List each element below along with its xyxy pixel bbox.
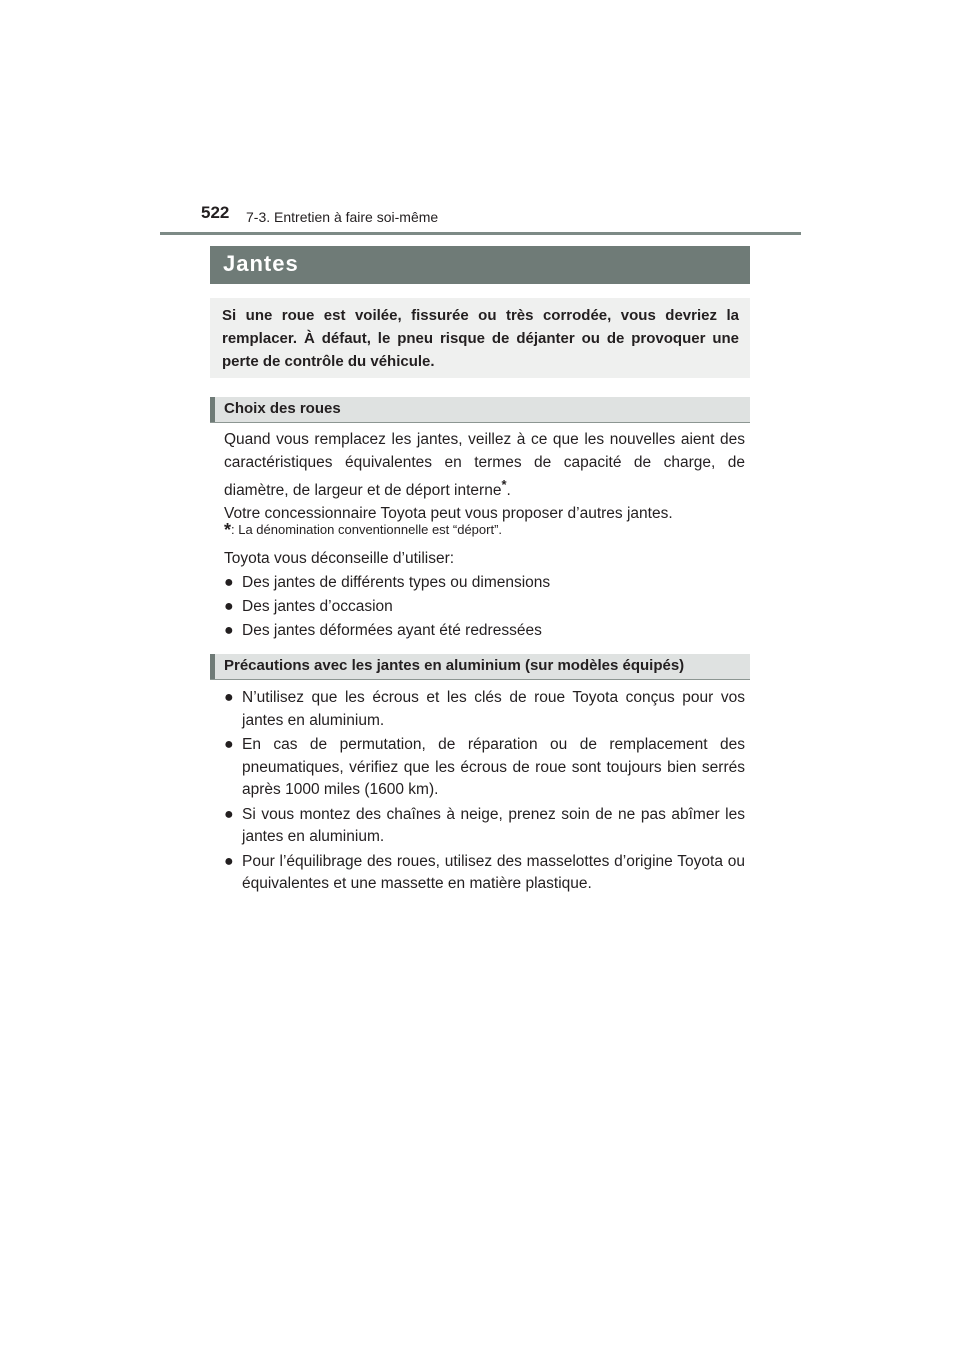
choix-bullet-list xyxy=(224,571,745,643)
list-item xyxy=(224,851,745,896)
subheading-choix-label: Choix des roues xyxy=(224,400,341,417)
footnote xyxy=(224,520,502,541)
list-item-text: Pour l’équilibrage des roues, utilisez des masselottes d’origine Toyota ou équivalentes et une massette en matière plastique. xyxy=(242,852,745,892)
header-rule xyxy=(160,232,801,235)
list-item xyxy=(224,734,745,802)
choix-paragraph-1-text: Quand vous remplacez les jantes, veillez à ce que les nouvelles aient des caractéristiques équivalentes en termes de capacité de charge, de diamètre, de largeur et de déport interne xyxy=(224,431,745,500)
precautions-bullet-list xyxy=(224,687,745,898)
bullet-icon: ● xyxy=(224,689,234,706)
choix-paragraph-2: Votre concessionnaire Toyota peut vous proposer d’autres jantes. xyxy=(224,504,673,522)
footnote-text: : La dénomination conventionnelle est “déport”. xyxy=(231,522,503,537)
list-item xyxy=(224,619,745,643)
subheading-choix xyxy=(210,397,750,423)
list-item xyxy=(224,687,745,732)
choix-body xyxy=(224,429,745,525)
title-bar xyxy=(210,246,750,284)
page-title: Jantes xyxy=(223,251,299,276)
list-item-text: Des jantes d’occasion xyxy=(242,598,393,615)
subheading-precautions xyxy=(210,654,750,680)
bullet-icon: ● xyxy=(224,852,234,870)
intro-box: Si une roue est voilée, fissurée ou très corrodée, vous devriez la remplacer. À défaut, le pneu risque de déjanter ou de provoquer une perte de contrôle du véhicule. xyxy=(210,298,750,378)
advice-text: Toyota vous déconseille d’utiliser: xyxy=(224,550,455,567)
list-item-text: En cas de permutation, de réparation ou de remplacement des pneumatiques, vérifiez que les écrous de roue sont toujours bien serrés après 1000 miles (1600 km). xyxy=(242,736,745,798)
list-item xyxy=(224,571,745,595)
list-item xyxy=(224,595,745,619)
bullet-icon: ● xyxy=(224,574,234,591)
footnote-marker: * xyxy=(501,477,507,492)
bullet-icon: ● xyxy=(224,805,234,823)
bullet-icon: ● xyxy=(224,736,234,753)
list-item-text: N’utilisez que les écrous et les clés de roue Toyota conçus pour vos jantes en aluminium. xyxy=(242,689,745,729)
choix-paragraph-1-end: . xyxy=(506,482,511,500)
bullet-icon: ● xyxy=(224,622,234,639)
list-item-text: Des jantes déformées ayant été redressées xyxy=(242,622,542,639)
list-item-text: Des jantes de différents types ou dimensions xyxy=(242,574,551,591)
bullet-icon: ● xyxy=(224,598,234,615)
list-item-text: Si vous montez des chaînes à neige, prenez soin de ne pas abîmer les jantes en aluminium. xyxy=(242,805,745,845)
footnote-asterisk: * xyxy=(224,520,232,540)
choix-paragraph-1 xyxy=(224,429,745,503)
section-reference: 7-3. Entretien à faire soi-même xyxy=(246,209,439,225)
list-item xyxy=(224,804,745,849)
page-number: 522 xyxy=(201,203,230,222)
subheading-precautions-label: Précautions avec les jantes en aluminium (sur modèles équipés) xyxy=(224,657,685,674)
